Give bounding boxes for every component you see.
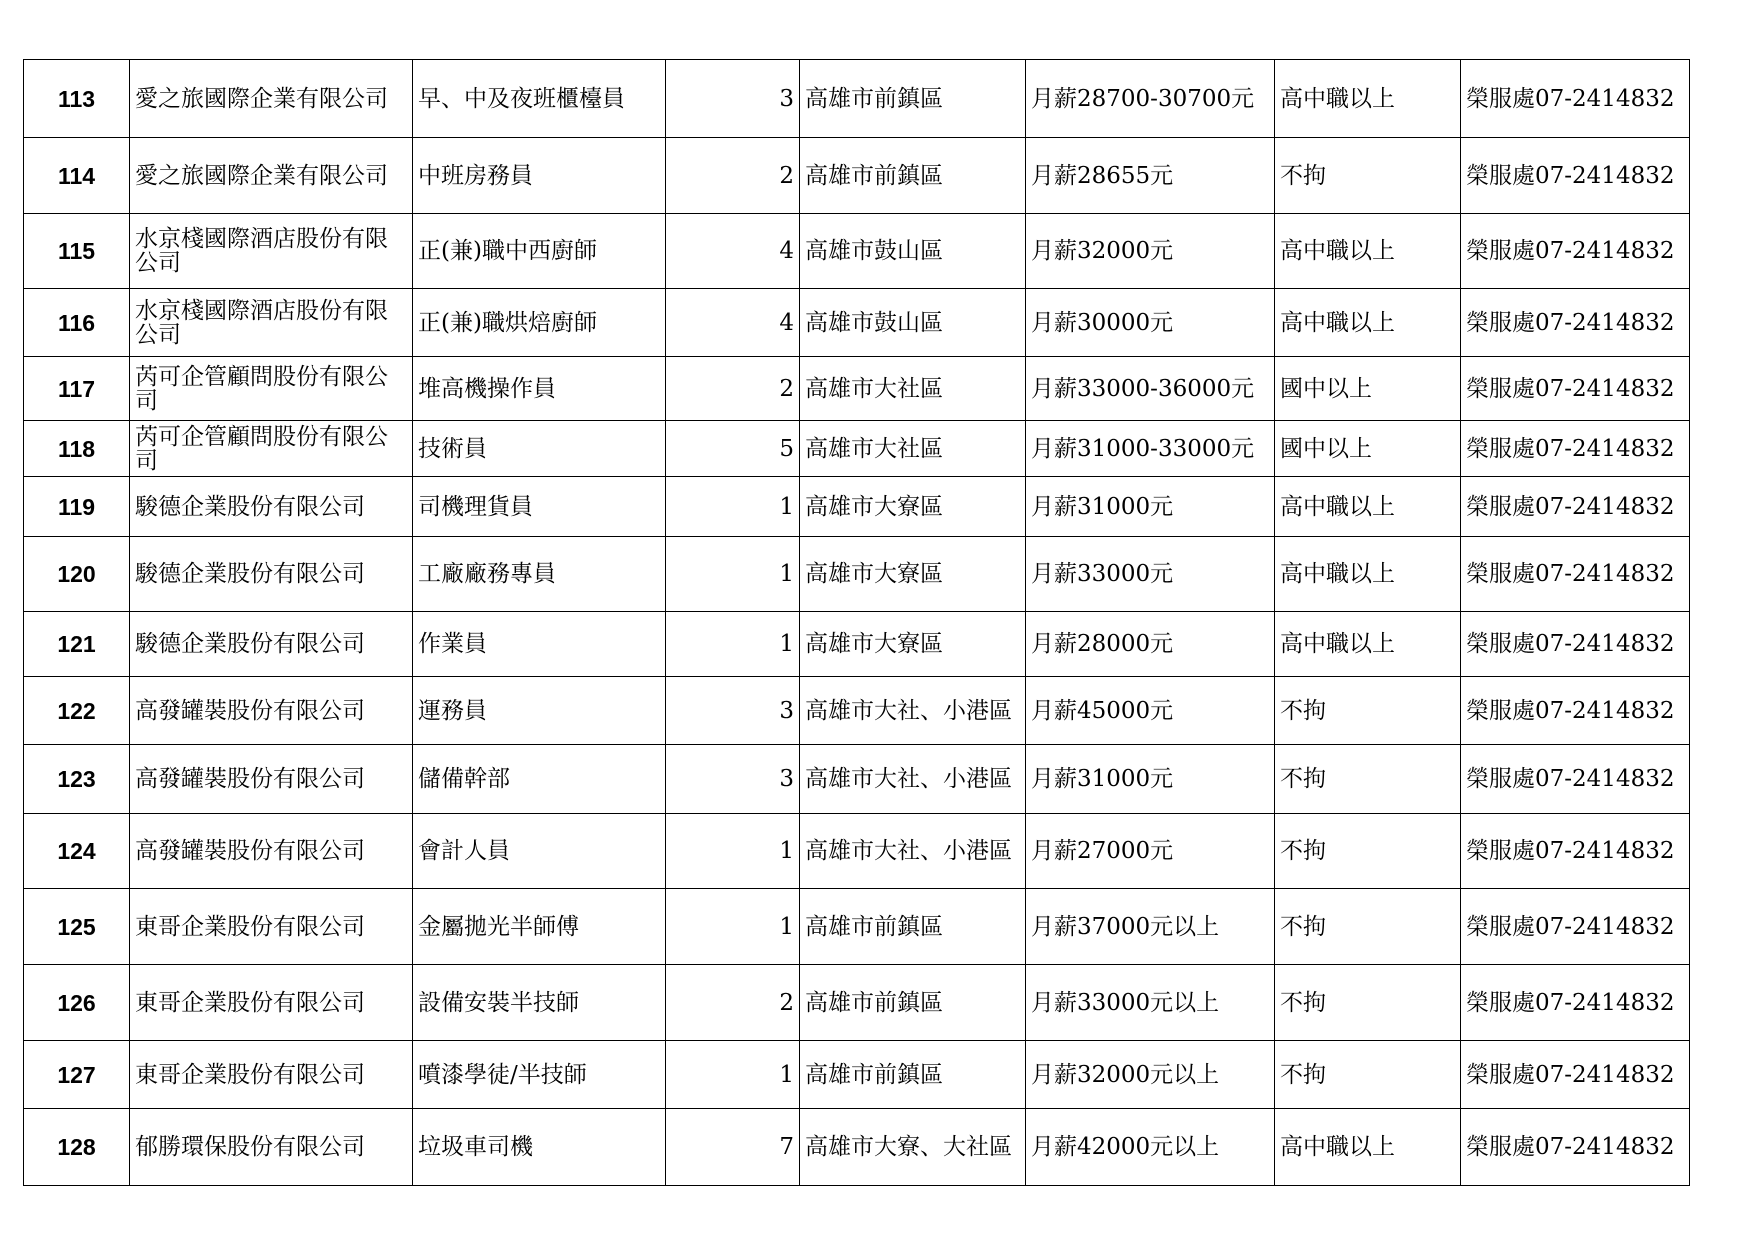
row-number: 122 (24, 677, 130, 745)
table-row (24, 477, 1690, 537)
contact-info: 榮服處07-2414832 (1461, 289, 1690, 357)
openings-count: 2 (666, 965, 800, 1041)
row-number: 118 (24, 421, 130, 477)
job-title: 早、中及夜班櫃檯員 (413, 60, 666, 138)
company-name: 水京棧國際酒店股份有限公司 (130, 214, 413, 289)
education-requirement: 高中職以上 (1275, 214, 1461, 289)
table-row (24, 357, 1690, 421)
table-row (24, 612, 1690, 677)
job-title: 噴漆學徒/半技師 (413, 1041, 666, 1109)
company-name: 東哥企業股份有限公司 (130, 1041, 413, 1109)
education-requirement: 不拘 (1275, 138, 1461, 214)
row-number: 120 (24, 537, 130, 612)
contact-info: 榮服處07-2414832 (1461, 889, 1690, 965)
education-requirement: 不拘 (1275, 745, 1461, 814)
work-location: 高雄市前鎮區 (800, 1041, 1026, 1109)
contact-info: 榮服處07-2414832 (1461, 677, 1690, 745)
contact-info: 榮服處07-2414832 (1461, 537, 1690, 612)
job-title: 設備安裝半技師 (413, 965, 666, 1041)
education-requirement: 國中以上 (1275, 421, 1461, 477)
job-title: 會計人員 (413, 814, 666, 889)
work-location: 高雄市大社區 (800, 421, 1026, 477)
job-title: 工廠廠務專員 (413, 537, 666, 612)
company-name: 愛之旅國際企業有限公司 (130, 138, 413, 214)
table-row (24, 214, 1690, 289)
work-location: 高雄市大寮區 (800, 477, 1026, 537)
openings-count: 1 (666, 477, 800, 537)
contact-info: 榮服處07-2414832 (1461, 421, 1690, 477)
work-location: 高雄市大社、小港區 (800, 745, 1026, 814)
company-name: 高發罐裝股份有限公司 (130, 677, 413, 745)
contact-info: 榮服處07-2414832 (1461, 477, 1690, 537)
work-location: 高雄市大寮區 (800, 612, 1026, 677)
salary: 月薪33000元 (1026, 537, 1275, 612)
row-number: 123 (24, 745, 130, 814)
job-title: 垃圾車司機 (413, 1109, 666, 1186)
row-number: 115 (24, 214, 130, 289)
company-name: 芮可企管顧問股份有限公司 (130, 357, 413, 421)
contact-info: 榮服處07-2414832 (1461, 1041, 1690, 1109)
work-location: 高雄市前鎮區 (800, 965, 1026, 1041)
openings-count: 3 (666, 60, 800, 138)
salary: 月薪37000元以上 (1026, 889, 1275, 965)
work-location: 高雄市大寮、大社區 (800, 1109, 1026, 1186)
company-name: 郁勝環保股份有限公司 (130, 1109, 413, 1186)
contact-info: 榮服處07-2414832 (1461, 357, 1690, 421)
row-number: 127 (24, 1041, 130, 1109)
contact-info: 榮服處07-2414832 (1461, 745, 1690, 814)
work-location: 高雄市前鎮區 (800, 138, 1026, 214)
education-requirement: 不拘 (1275, 889, 1461, 965)
salary: 月薪42000元以上 (1026, 1109, 1275, 1186)
openings-count: 3 (666, 677, 800, 745)
contact-info: 榮服處07-2414832 (1461, 814, 1690, 889)
job-title: 運務員 (413, 677, 666, 745)
row-number: 126 (24, 965, 130, 1041)
salary: 月薪45000元 (1026, 677, 1275, 745)
work-location: 高雄市鼓山區 (800, 214, 1026, 289)
table-row (24, 138, 1690, 214)
company-name: 駿德企業股份有限公司 (130, 477, 413, 537)
education-requirement: 高中職以上 (1275, 289, 1461, 357)
contact-info: 榮服處07-2414832 (1461, 965, 1690, 1041)
salary: 月薪28700-30700元 (1026, 60, 1275, 138)
table-row (24, 889, 1690, 965)
salary: 月薪31000元 (1026, 477, 1275, 537)
row-number: 114 (24, 138, 130, 214)
table-row (24, 289, 1690, 357)
table-row (24, 1041, 1690, 1109)
work-location: 高雄市大社、小港區 (800, 814, 1026, 889)
company-name: 高發罐裝股份有限公司 (130, 745, 413, 814)
work-location: 高雄市大社區 (800, 357, 1026, 421)
table-body (24, 60, 1690, 1186)
job-title: 堆高機操作員 (413, 357, 666, 421)
openings-count: 1 (666, 612, 800, 677)
row-number: 117 (24, 357, 130, 421)
openings-count: 4 (666, 214, 800, 289)
contact-info: 榮服處07-2414832 (1461, 138, 1690, 214)
salary: 月薪32000元 (1026, 214, 1275, 289)
contact-info: 榮服處07-2414832 (1461, 612, 1690, 677)
row-number: 125 (24, 889, 130, 965)
table-row (24, 745, 1690, 814)
company-name: 東哥企業股份有限公司 (130, 965, 413, 1041)
openings-count: 1 (666, 1041, 800, 1109)
salary: 月薪27000元 (1026, 814, 1275, 889)
company-name: 東哥企業股份有限公司 (130, 889, 413, 965)
education-requirement: 高中職以上 (1275, 477, 1461, 537)
job-title: 正(兼)職中西廚師 (413, 214, 666, 289)
salary: 月薪30000元 (1026, 289, 1275, 357)
table-row (24, 421, 1690, 477)
contact-info: 榮服處07-2414832 (1461, 60, 1690, 138)
table-row (24, 814, 1690, 889)
education-requirement: 不拘 (1275, 1041, 1461, 1109)
education-requirement: 高中職以上 (1275, 60, 1461, 138)
education-requirement: 國中以上 (1275, 357, 1461, 421)
table-row (24, 537, 1690, 612)
openings-count: 7 (666, 1109, 800, 1186)
table-row (24, 60, 1690, 138)
salary: 月薪28000元 (1026, 612, 1275, 677)
company-name: 高發罐裝股份有限公司 (130, 814, 413, 889)
job-title: 中班房務員 (413, 138, 666, 214)
education-requirement: 高中職以上 (1275, 1109, 1461, 1186)
row-number: 124 (24, 814, 130, 889)
work-location: 高雄市大社、小港區 (800, 677, 1026, 745)
table-row (24, 965, 1690, 1041)
salary: 月薪31000-33000元 (1026, 421, 1275, 477)
salary: 月薪33000元以上 (1026, 965, 1275, 1041)
education-requirement: 高中職以上 (1275, 537, 1461, 612)
row-number: 113 (24, 60, 130, 138)
row-number: 128 (24, 1109, 130, 1186)
openings-count: 4 (666, 289, 800, 357)
job-title: 技術員 (413, 421, 666, 477)
company-name: 水京棧國際酒店股份有限公司 (130, 289, 413, 357)
company-name: 愛之旅國際企業有限公司 (130, 60, 413, 138)
openings-count: 1 (666, 814, 800, 889)
row-number: 116 (24, 289, 130, 357)
company-name: 駿德企業股份有限公司 (130, 537, 413, 612)
openings-count: 5 (666, 421, 800, 477)
contact-info: 榮服處07-2414832 (1461, 1109, 1690, 1186)
salary: 月薪32000元以上 (1026, 1041, 1275, 1109)
work-location: 高雄市鼓山區 (800, 289, 1026, 357)
salary: 月薪31000元 (1026, 745, 1275, 814)
job-title: 正(兼)職烘焙廚師 (413, 289, 666, 357)
work-location: 高雄市前鎮區 (800, 60, 1026, 138)
work-location: 高雄市前鎮區 (800, 889, 1026, 965)
contact-info: 榮服處07-2414832 (1461, 214, 1690, 289)
table-row (24, 1109, 1690, 1186)
openings-count: 3 (666, 745, 800, 814)
table-row (24, 677, 1690, 745)
openings-count: 1 (666, 537, 800, 612)
salary: 月薪33000-36000元 (1026, 357, 1275, 421)
openings-count: 1 (666, 889, 800, 965)
salary: 月薪28655元 (1026, 138, 1275, 214)
work-location: 高雄市大寮區 (800, 537, 1026, 612)
job-title: 儲備幹部 (413, 745, 666, 814)
education-requirement: 不拘 (1275, 677, 1461, 745)
row-number: 119 (24, 477, 130, 537)
company-name: 芮可企管顧問股份有限公司 (130, 421, 413, 477)
job-title: 作業員 (413, 612, 666, 677)
openings-count: 2 (666, 357, 800, 421)
job-title: 金屬拋光半師傅 (413, 889, 666, 965)
education-requirement: 高中職以上 (1275, 612, 1461, 677)
company-name: 駿德企業股份有限公司 (130, 612, 413, 677)
job-title: 司機理貨員 (413, 477, 666, 537)
education-requirement: 不拘 (1275, 965, 1461, 1041)
row-number: 121 (24, 612, 130, 677)
openings-count: 2 (666, 138, 800, 214)
education-requirement: 不拘 (1275, 814, 1461, 889)
job-listing-table (23, 59, 1690, 1186)
